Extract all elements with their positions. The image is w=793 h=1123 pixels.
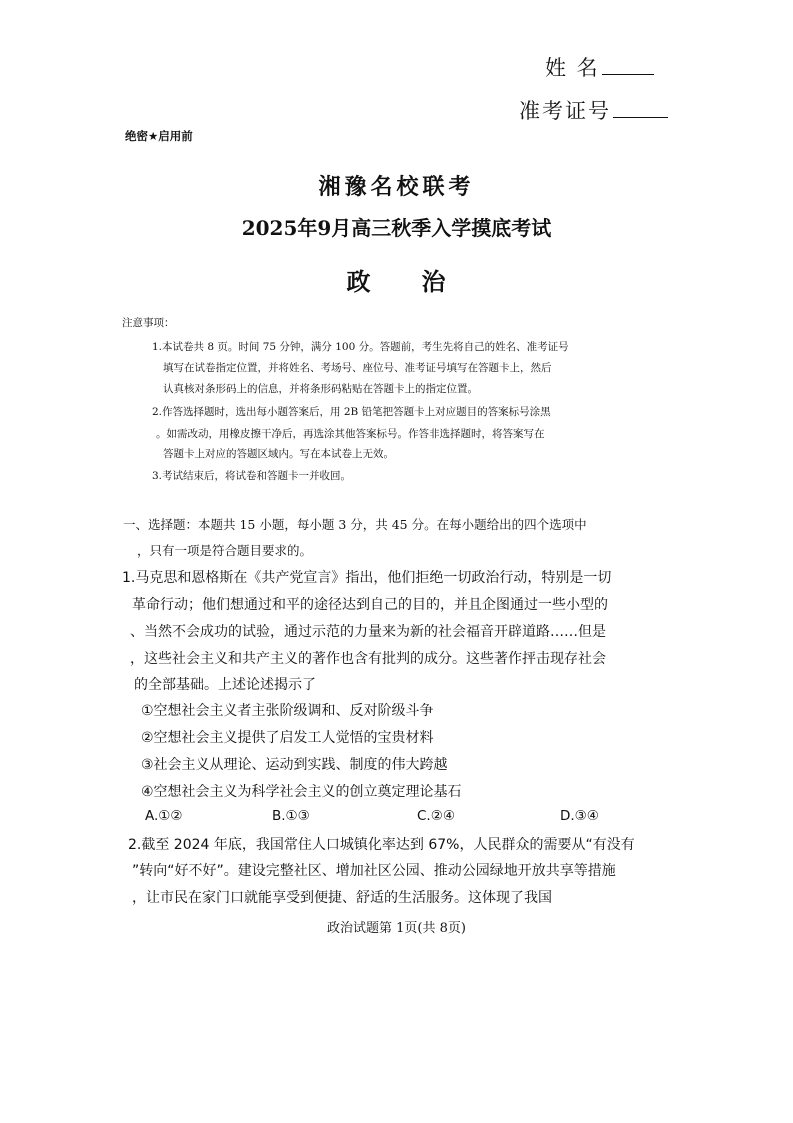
question-2-line: ”转向“好不好”。建设完整社区、增加社区公园、推动公园绿地开放共享等措施 xyxy=(132,863,616,879)
subject-title: 政 治 xyxy=(346,267,447,296)
name-blank-line xyxy=(602,74,654,75)
notice-line: 1.本试卷共 8 页。时间 75 分钟，满分 100 分。答题前，考生先将自己的姓名、准考证号 xyxy=(152,341,569,353)
option-d: D.③④ xyxy=(560,808,599,824)
option-a: A.①② xyxy=(145,808,183,824)
section-heading: 一、选择题：本题共 15 小题，每小题 3 分，共 45 分。在每小题给出的四个选项中 xyxy=(123,517,587,532)
question-2-line: ，让市民在家门口就能享受到便捷、舒适的生活服务。这体现了我国 xyxy=(132,890,552,906)
notice-line: 答题卡上对应的答题区域内。写在本试卷上无效。 xyxy=(163,448,394,460)
notice-heading: 注意事项： xyxy=(122,317,175,329)
name-field xyxy=(545,52,654,82)
option-c: C.②④ xyxy=(417,808,455,824)
statement-item: ②空想社会主义提供了启发工人觉悟的宝贵材料 xyxy=(141,730,434,746)
option-b: B.①③ xyxy=(272,808,310,824)
question-1-line: 、当然不会成功的试验，通过示范的力量来为新的社会福音开辟道路……但是 xyxy=(130,624,606,640)
statement-item: ①空想社会主义者主张阶级调和、反对阶级斗争 xyxy=(141,703,434,719)
exam-id-field xyxy=(519,95,668,125)
question-1-line: 的全部基础。上述论述揭示了 xyxy=(134,677,316,693)
statement-item: ③社会主义从理论、运动到实践、制度的伟大跨越 xyxy=(141,757,448,773)
notice-line: 。如需改动，用橡皮擦干净后，再选涂其他答案标号。作答非选择题时，将答案写在 xyxy=(156,428,545,440)
notice-line: 填写在试卷指定位置，并将姓名、考场号、座位号、准考证号填写在答题卡上，然后 xyxy=(163,362,552,374)
question-1-line: 1.马克思和恩格斯在《共产党宣言》指出，他们拒绝一切政治行动，特别是一切 xyxy=(122,570,612,586)
question-1-line: 革命行动；他们想通过和平的途径达到自己的目的，并且企图通过一些小型的 xyxy=(132,597,608,613)
secret-mark: 绝密★启用前 xyxy=(125,129,193,143)
notice-line: 认真核对条形码上的信息，并将条形码粘贴在答题卡上的指定位置。 xyxy=(163,383,478,395)
question-1-line: ，这些社会主义和共产主义的著作也含有批判的成分。这些著作抨击现存社会 xyxy=(130,651,606,667)
name-label: 姓 名 xyxy=(545,56,600,80)
notice-line: 2.作答选择题时，选出每小题答案后，用 2B 铅笔把答题卡上对应题目的答案标号涂黑 xyxy=(152,406,551,418)
question-2-line: 2.截至 2024 年底，我国常住人口城镇化率达到 67%，人民群众的需要从“有没有 xyxy=(128,837,635,853)
page-footer: 政治试题第 1页(共 8页) xyxy=(327,921,466,936)
statement-item: ④空想社会主义为科学社会主义的创立奠定理论基石 xyxy=(141,784,462,800)
exam-title: 2025年9月高三秋季入学摸底考试 xyxy=(241,216,552,240)
organizer-title: 湘豫名校联考 xyxy=(318,174,475,200)
notice-line: 3.考试结束后，将试卷和答题卡一并收回。 xyxy=(152,470,352,482)
exam-id-label: 准考证号 xyxy=(519,99,611,123)
exam-id-blank-line xyxy=(613,117,668,118)
section-heading-cont: ，只有一项是符合题目要求的。 xyxy=(137,543,313,558)
